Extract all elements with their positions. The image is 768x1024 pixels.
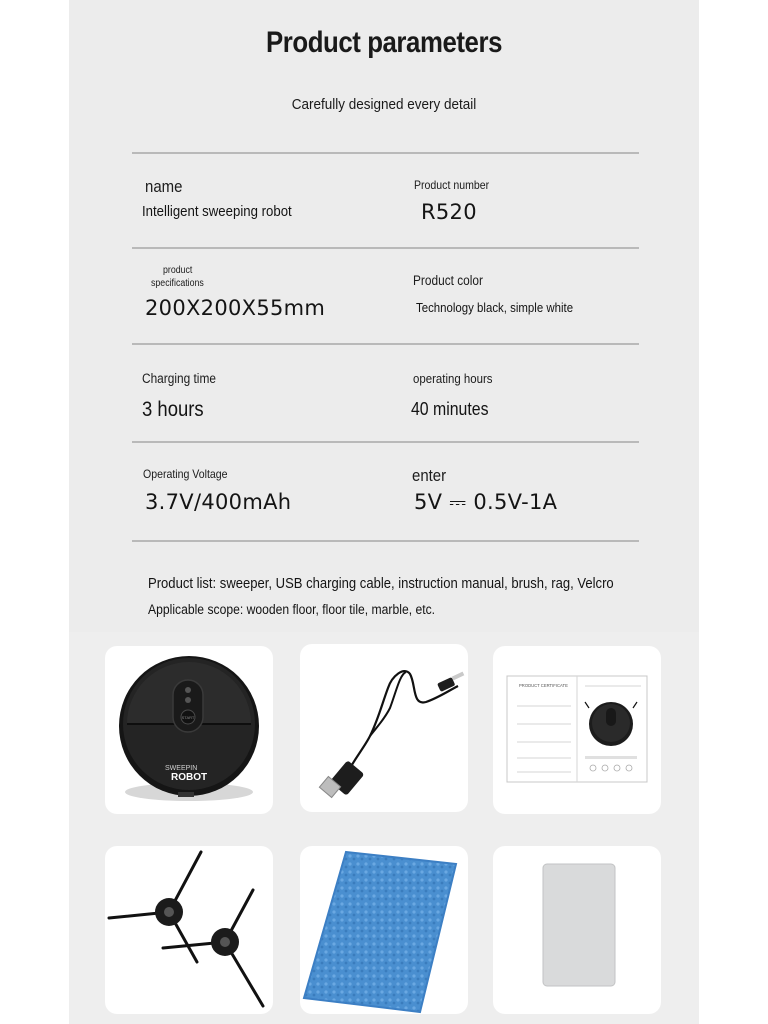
parameters-section (69, 0, 699, 632)
input-value: 5V ⎓ 0.5V-1A (414, 490, 558, 514)
robot-vacuum-icon (105, 646, 273, 814)
velcro-pad-icon (493, 846, 661, 1014)
name-label: name (145, 177, 183, 196)
name-value: Intelligent sweeping robot (142, 203, 292, 220)
manual-title: PRODUCT CERTIFICATE (519, 683, 568, 688)
applicable-scope: Applicable scope: wooden floor, floor tile, marble, etc. (148, 602, 436, 617)
charging-time-label: Charging time (142, 371, 216, 386)
product-list: Product list: sweeper, USB charging cable, instruction manual, brush, rag, Velcro (148, 576, 614, 592)
product-number-label: Product number (414, 178, 490, 192)
divider (132, 152, 639, 154)
product-number-value: R520 (421, 200, 477, 224)
robot-brand-small: SWEEPIN (165, 765, 198, 772)
mop-rag-card (300, 846, 468, 1014)
page-title: Product parameters (265, 26, 503, 59)
color-value: Technology black, simple white (416, 300, 574, 315)
page-subtitle: Carefully designed every detail (291, 96, 477, 113)
robot-brand-large: ROBOT (171, 772, 208, 783)
voltage-value: 3.7V/400mAh (145, 490, 292, 514)
charging-time-value: 3 hours (142, 398, 204, 421)
product-parameters-panel (69, 0, 699, 1024)
divider (132, 441, 639, 443)
side-brush-card (105, 846, 273, 1014)
operating-hours-label: operating hours (413, 371, 493, 386)
divider (132, 247, 639, 249)
robot-card (105, 646, 273, 814)
side-brush-icon (105, 846, 273, 1014)
usb-cable-icon (300, 644, 468, 812)
specifications-label-line2: specifications (151, 278, 204, 289)
operating-hours-value: 40 minutes (411, 399, 489, 419)
robot-button-text: START (181, 715, 195, 720)
mop-rag-icon (300, 846, 468, 1014)
input-label: enter (412, 466, 447, 485)
velcro-card (493, 846, 661, 1014)
specifications-value: 200X200X55mm (145, 296, 326, 320)
usb-cable-card (300, 644, 468, 812)
instruction-manual-card (493, 646, 661, 814)
accessories-section (69, 632, 699, 1024)
divider (132, 343, 639, 345)
color-label: Product color (413, 273, 484, 288)
instruction-manual-icon (493, 646, 661, 814)
specifications-label-line1: product (163, 265, 193, 276)
voltage-label: Operating Voltage (143, 467, 228, 481)
divider (132, 540, 639, 542)
